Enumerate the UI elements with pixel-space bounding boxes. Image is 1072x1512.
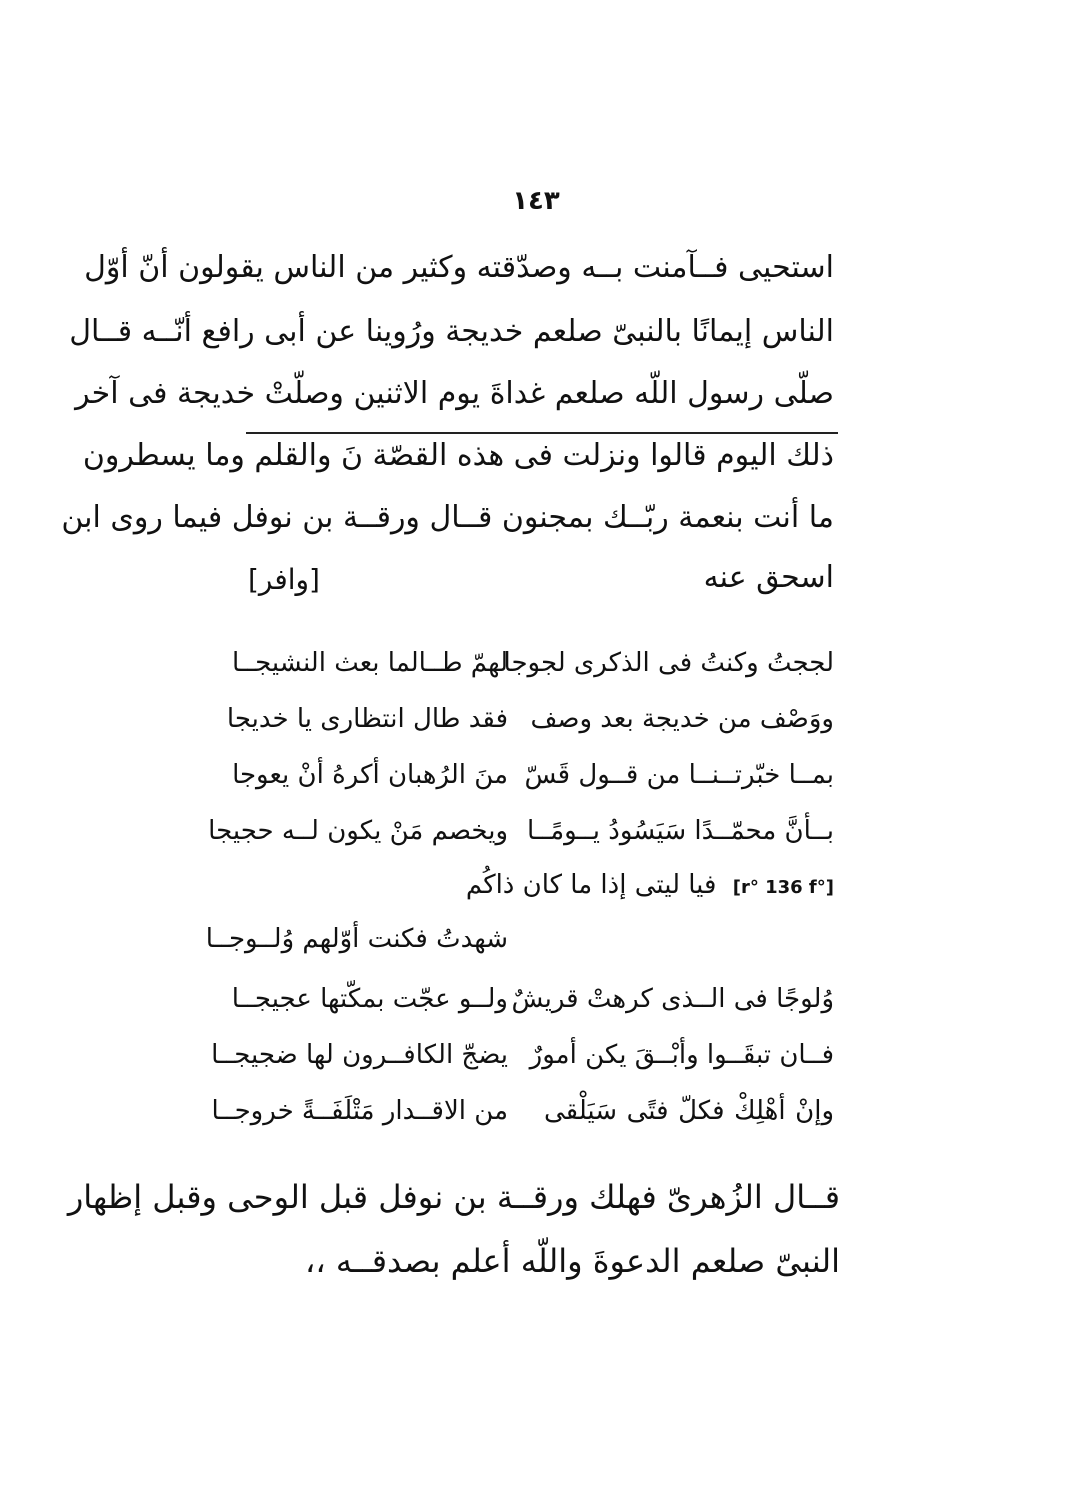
meter-label: [وافر] [248, 563, 320, 596]
verse-2-right-hemistich: ووَصْف من خديجة بعد وصف [530, 704, 834, 734]
prose-line-6: اسحق عنه [703, 560, 834, 595]
folio-reference: [r° 136 f°] [732, 877, 834, 898]
page-number: ١٤٣ [512, 186, 560, 216]
underline-rule [246, 432, 838, 434]
verse-6-right-hemistich: فــان تبقَــوا وأبْــقَ يكن أمورٌ [529, 1040, 834, 1070]
closing-line-1: قــال الزُهرىّ فهلك ورقــة بن نوفل قبل الوحى وقبل إظهار [67, 1178, 840, 1216]
verse-3-right-hemistich: بمــا خبّرتــنــا من قــول قَسّ [524, 760, 834, 790]
verse-3-left-hemistich: منَ الرُهبان أكرهُ أنْ يعوجا [232, 760, 508, 790]
prose-line-3: صلّى رسول اللّه صلعم غداةَ يوم الاثنين وصلّتْ خديجة فى آخر [75, 376, 834, 411]
verse-5-right-hemistich: وُلوجًا فى الــذى كرهتْ قريشٌ [511, 984, 834, 1014]
verse-1-right-hemistich: لججتُ وكنتُ فى الذكرى لجوجا [503, 648, 834, 678]
split-verse-second-half: شهدتُ فكنت أوّلهم وُلــوجــا [205, 924, 508, 954]
closing-line-2: النبىّ صلعم الدعوةَ واللّه أعلم بصدقــه ،، [304, 1242, 840, 1280]
prose-line-4: ذلك اليوم قالوا ونزلت فى هذه القصّة نَ والقلم وما يسطرون [82, 438, 834, 473]
prose-line-5: ما أنت بنعمة ربّــك بمجنون قــال ورقــة بن نوفل فيما روى ابن [61, 500, 834, 535]
verse-6-left-hemistich: يضجّ الكافــرون لها ضجيجــا [211, 1040, 508, 1070]
verse-4-left-hemistich: ويخصم مَنْ يكون لــه حجيجا [208, 816, 508, 846]
verse-5-left-hemistich: ولــو عجّت بمكّتها عجيجــا [231, 984, 508, 1014]
prose-line-2: الناس إيمانًا بالنبىّ صلعم خديجة ورُوينا عن أبى رافع أنّــه قــال [69, 314, 834, 349]
verse-1-left-hemistich: لهمّ طــالما بعث النشيجــا [231, 648, 508, 678]
verse-7-right-hemistich: وإنْ أهْلِكْ فكلّ فتًى سَيَلْقى [544, 1096, 834, 1126]
verse-2-left-hemistich: فقد طال انتظارى يا خديجا [226, 704, 508, 734]
split-verse-first-half: فيا ليتى إذا ما كان ذاكُم [465, 870, 717, 900]
prose-line-1: استحيى فــآمنت بــه وصدّقته وكثير من الناس يقولون أنّ أوّل [84, 250, 834, 285]
verse-7-left-hemistich: من الاقــدار مَتْلَفَــةً خروجــا [211, 1096, 508, 1126]
verse-4-right-hemistich: بــأنَّ محمّــدًا سَيَسُودُ يــومًــا [527, 816, 834, 846]
split-verse-first-half-line [466, 870, 834, 900]
